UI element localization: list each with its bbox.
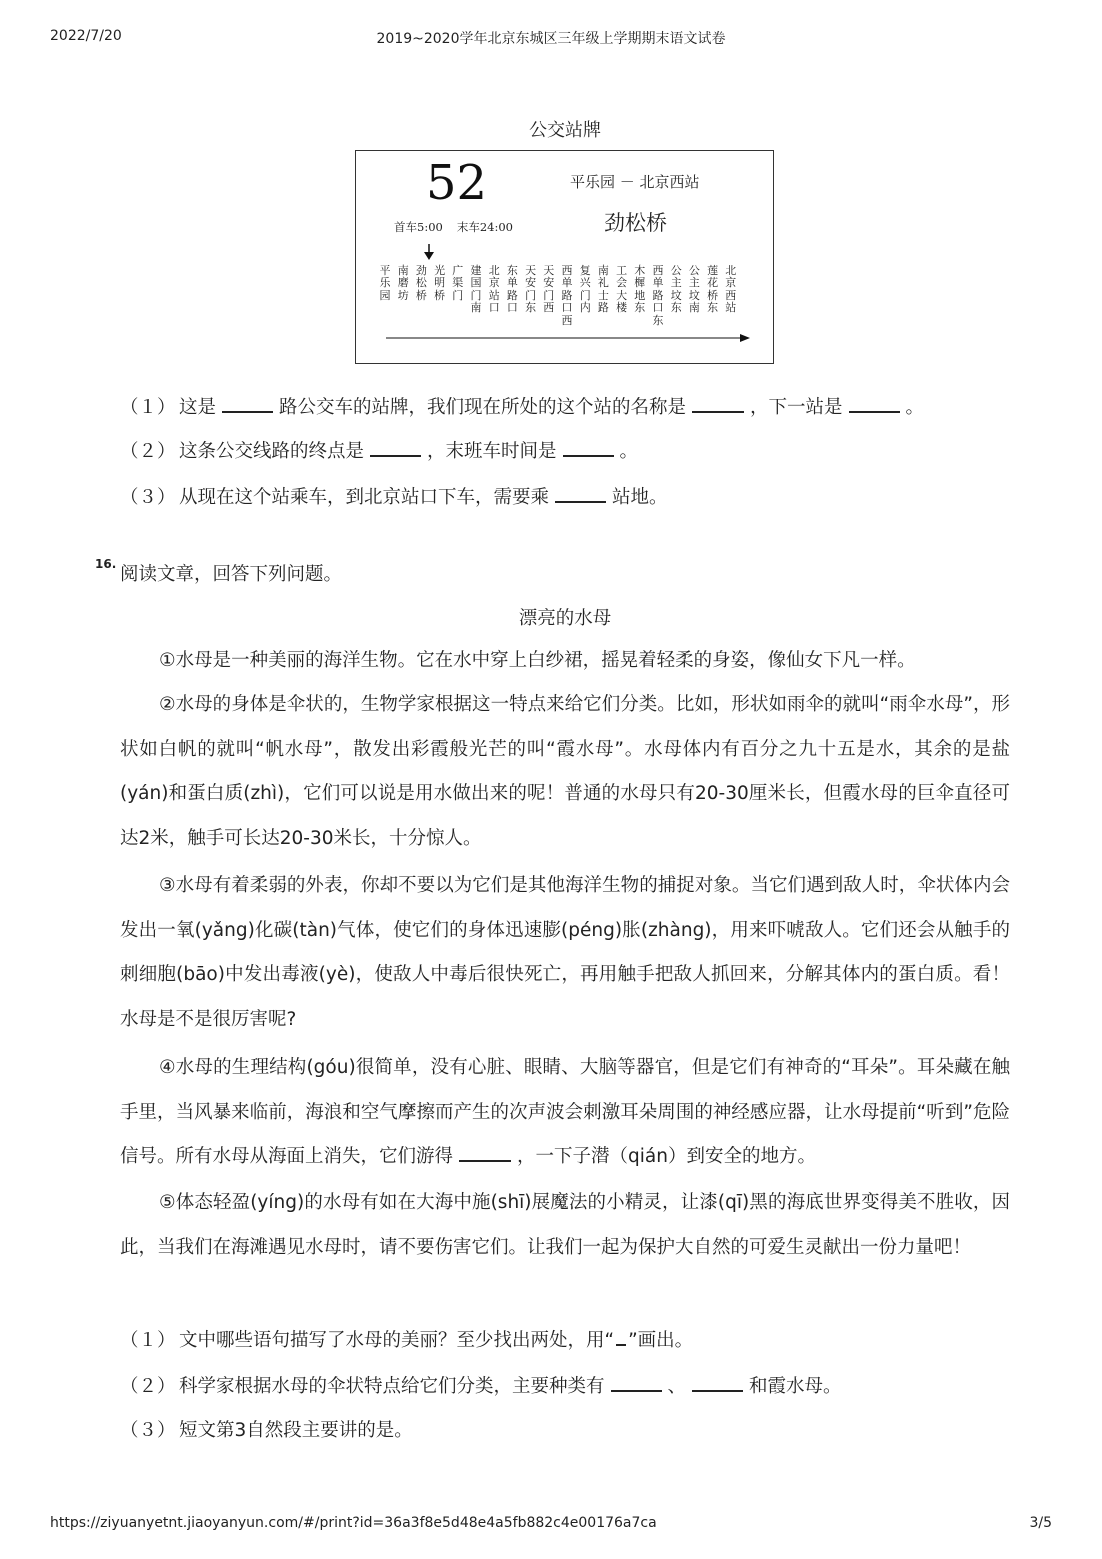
header-date: 2022/7/20 bbox=[50, 28, 122, 44]
paragraph-2: ②水母的身体是伞状的，生物学家根据这一特点来给它们分类。比如，形状如雨伞的就叫“雨伞水母”，形状如白帆的就叫“帆水母”，散发出彩霞般光芒的叫“霞水母”。水母体内有百分之九十五是水，其余的是盐(yán)和蛋白质(zhì)，它们可以说是用水做出来的呢！普通的水母只有20-30厘米长，但霞水母的巨伞直径可达2米，触手可长达20-30米长，十分惊人。 bbox=[120, 694, 1010, 849]
question-text: 短文第3自然段主要讲的是。 bbox=[179, 1420, 413, 1441]
answer-blank[interactable] bbox=[459, 1160, 511, 1162]
underline-sample bbox=[616, 1344, 626, 1346]
paragraph-5: ⑤体态轻盈(yíng)的水母有如在大海中施(shī)展魔法的小精灵，让漆(qī)黑的海底世界变得美不胜收，因此，当我们在海滩遇见水母时，请不要伤害它们。让我们一起为保护大自然的可爱生灵献出一份力量吧！ bbox=[120, 1192, 1010, 1258]
stop-name: 平 乐 园 bbox=[379, 264, 391, 302]
stop-name: 公 主 坟 南 bbox=[688, 264, 700, 315]
paragraph-1: ①水母是一种美丽的海洋生物。它在水中穿上白纱裙，摇晃着轻柔的身姿，像仙女下凡一样。 bbox=[159, 650, 916, 671]
q15-1 bbox=[120, 393, 924, 419]
stop-name: 南 磨 坊 bbox=[397, 264, 409, 302]
stop-name: 天 安 门 东 bbox=[525, 264, 537, 315]
q16-3 bbox=[120, 1416, 413, 1442]
stop-name: 西 单 路 口 东 bbox=[652, 264, 664, 327]
stop-name: 光 明 桥 bbox=[434, 264, 446, 302]
answer-blank[interactable] bbox=[555, 501, 606, 503]
question-text: ”画出。 bbox=[628, 1330, 694, 1351]
stop-name: 东 单 路 口 bbox=[506, 264, 518, 315]
answer-blank[interactable] bbox=[692, 411, 744, 413]
paragraph-text: ，一下子潜（qián）到安全的地方。 bbox=[517, 1146, 816, 1167]
answer-blank[interactable] bbox=[849, 411, 900, 413]
stop-name: 建 国 门 南 bbox=[470, 264, 482, 315]
stop-name: 复 兴 门 内 bbox=[579, 264, 591, 315]
question-text: 科学家根据水母的伞状特点给它们分类，主要种类有 bbox=[179, 1376, 605, 1397]
question-16-number: 16. bbox=[95, 557, 117, 571]
stop-name: 劲 松 桥 bbox=[415, 264, 427, 302]
question-text: 、 bbox=[667, 1376, 687, 1397]
footer-page-number: 3/5 bbox=[1029, 1515, 1052, 1531]
last-bus-time: 末车24:00 bbox=[456, 220, 513, 234]
stop-name: 北 京 站 口 bbox=[488, 264, 500, 315]
footer-url: https://ziyuanyetnt.jiaoyanyun.com/#/print?id=36a3f8e5d48e4a5fb882c4e00176a7ca bbox=[50, 1515, 657, 1531]
question-text: 和霞水母。 bbox=[749, 1376, 842, 1397]
question-number: （２） bbox=[120, 1376, 176, 1397]
stop-name: 西 单 路 口 西 bbox=[561, 264, 573, 327]
stop-name: 工 会 大 楼 bbox=[616, 264, 628, 315]
answer-blank[interactable] bbox=[611, 1390, 662, 1392]
q16-2 bbox=[120, 1372, 842, 1398]
question-text: 这是 bbox=[179, 397, 217, 418]
stop-name: 莲 花 桥 东 bbox=[707, 264, 719, 315]
question-text: ，下一站是 bbox=[750, 397, 843, 418]
answer-blank[interactable] bbox=[692, 1390, 743, 1392]
paragraph-text: ④水母的生理结构(góu)很简单，没有心脏、眼睛、大脑等器官，但是它们有神奇的“耳朵”。耳朵藏在触手里，当风暴来临前，海浪和空气摩擦而产生的次声波会刺激耳朵周围的神经感应器，让水母提前“听到”危险信号。所有水母从海面上消失，它们游得 bbox=[120, 1057, 1010, 1167]
bus-sign-caption: 公交站牌 bbox=[529, 120, 601, 141]
question-number: （３） bbox=[120, 487, 176, 508]
question-number: （１） bbox=[120, 397, 176, 418]
stop-name: 广 渠 门 bbox=[452, 264, 464, 302]
question-number: （２） bbox=[120, 441, 176, 462]
question-16-intro: 阅读文章，回答下列问题。 bbox=[120, 564, 343, 585]
stop-name: 公 主 坟 东 bbox=[670, 264, 682, 315]
stop-name: 木 樨 地 东 bbox=[634, 264, 646, 315]
stop-name: 北 京 西 站 bbox=[725, 264, 737, 315]
question-text: ，末班车时间是 bbox=[427, 441, 557, 462]
question-text: 路公交车的站牌，我们现在所处的这个站的名称是 bbox=[279, 397, 687, 418]
bus-times bbox=[394, 219, 513, 235]
header-title: 2019~2020学年北京东城区三年级上学期期末语文试卷 bbox=[376, 31, 726, 47]
first-bus-time: 首车5:00 bbox=[394, 220, 443, 234]
question-number: （１） bbox=[120, 1330, 176, 1351]
stop-name: 天 安 门 西 bbox=[543, 264, 555, 315]
answer-blank[interactable] bbox=[222, 411, 273, 413]
q15-2 bbox=[120, 437, 638, 463]
question-text: 。 bbox=[905, 397, 925, 418]
article-title: 漂亮的水母 bbox=[518, 608, 612, 629]
q15-3 bbox=[120, 483, 668, 509]
question-text: 。 bbox=[619, 441, 639, 462]
direction-arrow-icon bbox=[386, 331, 752, 345]
route-endpoints: 平乐园 － 北京西站 bbox=[570, 173, 700, 191]
paragraph-4 bbox=[120, 1046, 1010, 1180]
paragraph-3: ③水母有着柔弱的外表，你却不要以为它们是其他海洋生物的捕捉对象。当它们遇到敌人时，伞状体内会发出一氧(yǎng)化碳(tàn)气体，使它们的身体迅速膨(péng)胀(zhàng)，用来吓唬敌人。它们还会从触手的刺细胞(bāo)中发出毒液(yè)，使敌人中毒后很快死亡，再用触手把敌人抓回来，分解其体内的蛋白质。看！水母是不是很厉害呢? bbox=[120, 875, 1010, 1030]
q16-1 bbox=[120, 1326, 693, 1352]
question-text: 文中哪些语句描写了水母的美丽？至少找出两处，用“ bbox=[179, 1330, 615, 1351]
current-stop-arrow-icon bbox=[424, 244, 434, 260]
question-text: 站地。 bbox=[612, 487, 668, 508]
question-text: 这条公交线路的终点是 bbox=[179, 441, 365, 462]
answer-blank[interactable] bbox=[563, 455, 614, 457]
stop-name: 南 礼 士 路 bbox=[597, 264, 609, 315]
bus-stop-sign bbox=[355, 150, 774, 364]
current-stop-name: 劲松桥 bbox=[604, 211, 667, 235]
question-number: （３） bbox=[120, 1420, 176, 1441]
route-number: 52 bbox=[426, 155, 488, 211]
answer-blank[interactable] bbox=[370, 455, 421, 457]
question-text: 从现在这个站乘车，到北京站口下车，需要乘 bbox=[179, 487, 550, 508]
